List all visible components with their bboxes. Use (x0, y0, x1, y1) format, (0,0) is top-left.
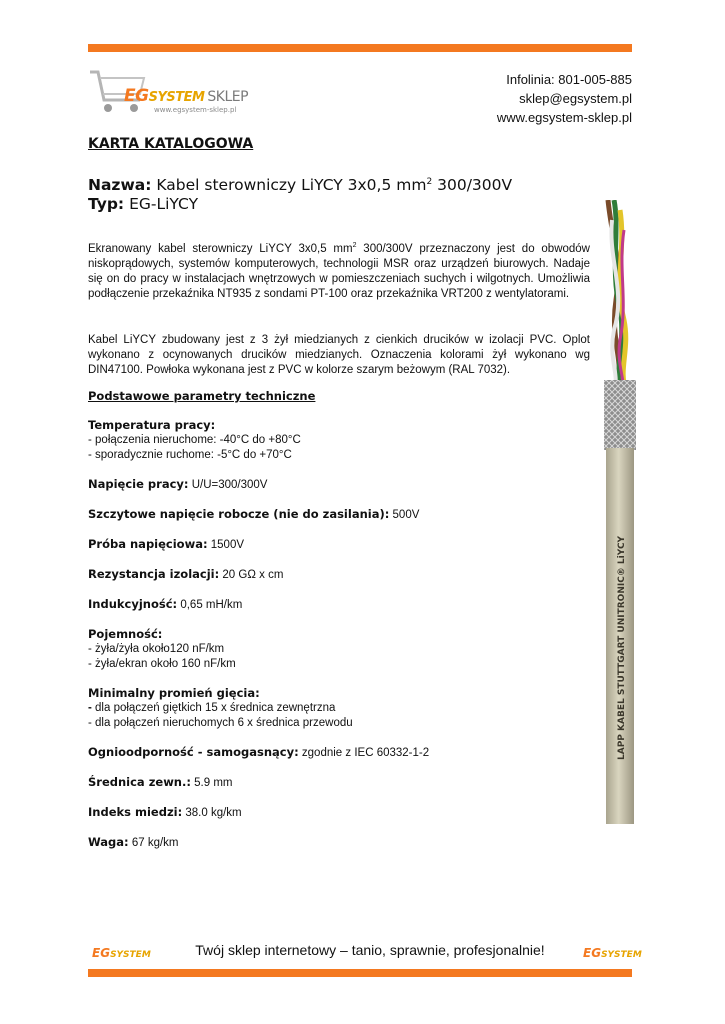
param-voltage: Napięcie pracy: U/U=300/300V (88, 477, 268, 491)
cable-cores (608, 200, 626, 390)
params-heading: Podstawowe parametry techniczne (88, 389, 316, 403)
param-weight: Waga: 67 kg/km (88, 835, 179, 849)
product-name-block (88, 173, 512, 214)
param-inductance: Indukcyjność: 0,65 mH/km (88, 597, 243, 611)
contact-email[interactable]: sklep@egsystem.pl (519, 91, 632, 106)
product-name (88, 173, 512, 195)
type-label: Typ: (88, 195, 125, 213)
param-insulation-resistance: Rezystancja izolacji: 20 GΩ x cm (88, 567, 284, 581)
param-copper-index: Indeks miedzi: 38.0 kg/km (88, 805, 242, 819)
footer-accent-bar (88, 969, 632, 977)
param-bend-radius: Minimalny promień gięcia: - dla połączeń giętkich 15 x średnica zewnętrzna - dla połączeń nieruchomych 6 x średnica przewodu (88, 686, 353, 729)
cable-image (600, 200, 640, 824)
name-value-sup: 2 (426, 177, 433, 187)
description-paragraph-2: Kabel LiYCY zbudowany jest z 3 żył miedzianych z cienkich drucików w izolacji PVC. Oplot wykonano z ocynowanych drucików miedzianych. Oznaczenia kolorami żył wykonano wg DIN47100. Powłoka wykonana jest z PVC w kolorze szarym beżowym (RAL 7032). (88, 334, 590, 376)
param-capacitance: Pojemność: - żyła/żyła około120 nF/km - żyła/ekran około 160 nF/km (88, 627, 236, 670)
technical-parameters (88, 389, 588, 865)
cable-print: LAPP KABEL STUTTGART UNITRONIC® LiYCY (617, 535, 627, 760)
type-value: EG-LiYCY (129, 195, 199, 213)
param-fire-resistance: Ognioodporność - samogasnący: zgodnie z IEC 60332-1-2 (88, 745, 430, 759)
egsystem-logo[interactable] (88, 68, 260, 116)
param-peak-voltage: Szczytowe napięcie robocze (nie do zasilania): 500V (88, 507, 420, 521)
document-title: KARTA KATALOGOWA (88, 136, 254, 152)
contact-block (497, 70, 632, 127)
param-temperature: Temperatura pracy: - połączenia nieruchome: -40°C do +80°C - sporadycznie ruchome: -5°C do +70°C (88, 418, 301, 461)
param-diameter: Średnica zewn.: 5.9 mm (88, 775, 233, 789)
name-value-rest: 300/300V (432, 176, 513, 194)
logo-wordmark: EGSYSTEM SKLEP (124, 86, 249, 106)
product-type (88, 195, 512, 214)
footer-slogan: Twój sklep internetowy – tanio, sprawnie, profesjonalnie! (195, 942, 545, 958)
description-paragraph-1: Ekranowany kabel sterowniczy LiYCY 3x0,5 $mm^2$ 300/300V przeznaczony jest do obwodów niskoprądowych, systemów komputerowych, technologii MSR oraz urządzeń biurowych. Nadaje się on do pracy w instalacjach wnętrzowych w pomieszczeniach suchych i wilgotnych. Umożliwia podłączenie przekaźnika NT935 z sondami PT-100 oraz przekaźnika VRT200 z wentylatorami. (88, 242, 590, 300)
logo-url: www.egsystem-sklep.pl (154, 106, 237, 114)
footer-logo-right[interactable]: EGSYSTEM (583, 946, 642, 960)
contact-phone: Infolinia: 801-005-885 (506, 72, 632, 87)
name-value: Kabel sterowniczy LiYCY 3x0,5 mm (156, 176, 427, 194)
name-label: Nazwa: (88, 176, 152, 194)
param-test-voltage: Próba napięciowa: 1500V (88, 537, 245, 551)
cable-shield (604, 380, 636, 450)
header-accent-bar (88, 44, 632, 52)
footer-logo-left[interactable]: EGSYSTEM (92, 946, 151, 960)
contact-website[interactable]: www.egsystem-sklep.pl (496, 110, 632, 125)
